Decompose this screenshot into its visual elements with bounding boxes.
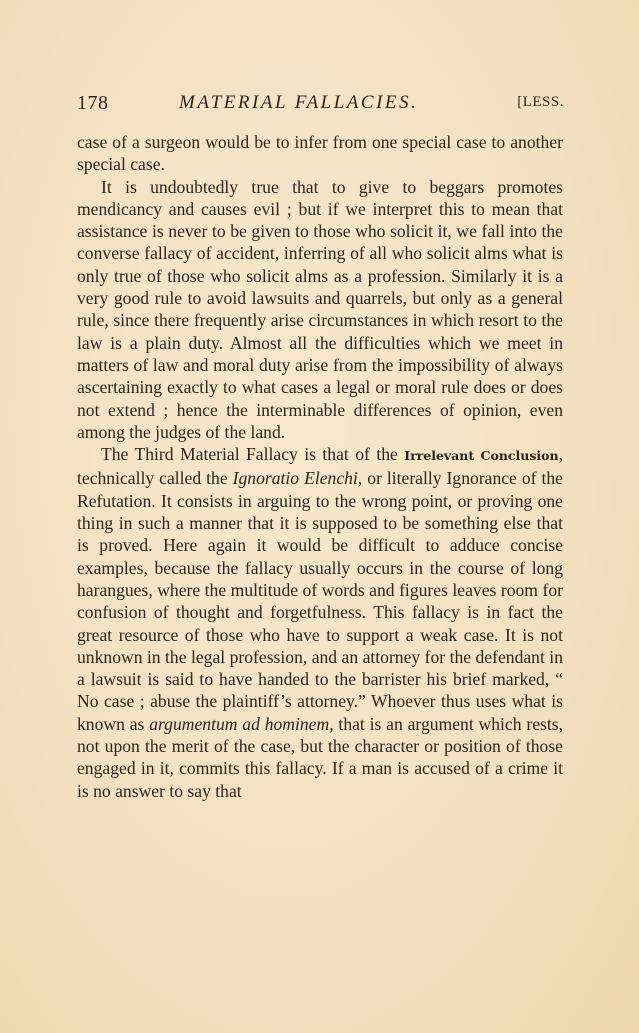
section-marker: [LESS.	[517, 94, 564, 110]
paragraph-converse-fallacy: It is undoubtedly true that to give to beggars promotes mendicancy and causes evil ; but if we interpret this to mean that assistance is never to be given to those who solicit it, we fall into the converse fallacy of accident, inferring of all who solicit alms what is only true of those who solicit alms as a profession. Similarly it is a very good rule to avoid lawsuits and quarrels, but only as a general rule, since there frequently arise circumstances in which resort to the law is a plain duty. Almost all the difficulties which we meet in matters of law and moral duty arise from the impossibility of always ascertaining exactly to what cases a legal or moral rule does or does not extend ; hence the interminable differences of opinion, even among the judges of the land.	[77, 176, 563, 442]
page-number: 178	[77, 92, 109, 114]
defined-term: Irrelevant Conclusion	[404, 448, 559, 464]
running-head	[77, 92, 564, 118]
paragraph-continued: case of a surgeon would be to infer from one special case to another special case.	[77, 132, 563, 175]
text-run: , technically called the	[77, 444, 563, 489]
body-text	[77, 131, 563, 802]
latin-term: argumentum ad hominem,	[149, 713, 334, 734]
running-title: MATERIAL FALLACIES.	[179, 92, 419, 113]
text-run: or literally Ignorance of the Refutation. It consists in arguing to the wrong point, or proving one thing in such a manner that it is supposed to be something else that is proved. Here again it would be difficult to adduce concise examples, because the fallacy usually occurs in the course of long harangues, where the multitude of words and figures leaves room for confusion of thought and forgetfulness. This fallacy is in fact the great resource of those who have to support a weak case. It is not unknown in the legal profession, and an attorney for the defendant in a lawsuit is said to have handed to the barrister his brief marked, “ No case ; abuse the plaintiff’s attorney.” Whoever thus uses what is known as	[77, 468, 563, 734]
latin-term: Ignoratio Elenchi,	[232, 468, 363, 489]
text-run: that is an argument which rests, not upon the merit of the case, but the character or position of those engaged in it, commits this fallacy. If a man is accused of a crime it is no answer to say that	[77, 713, 563, 801]
text-run: The Third Material Fallacy is that of the	[101, 444, 405, 465]
paragraph-irrelevant-conclusion	[77, 443, 563, 802]
